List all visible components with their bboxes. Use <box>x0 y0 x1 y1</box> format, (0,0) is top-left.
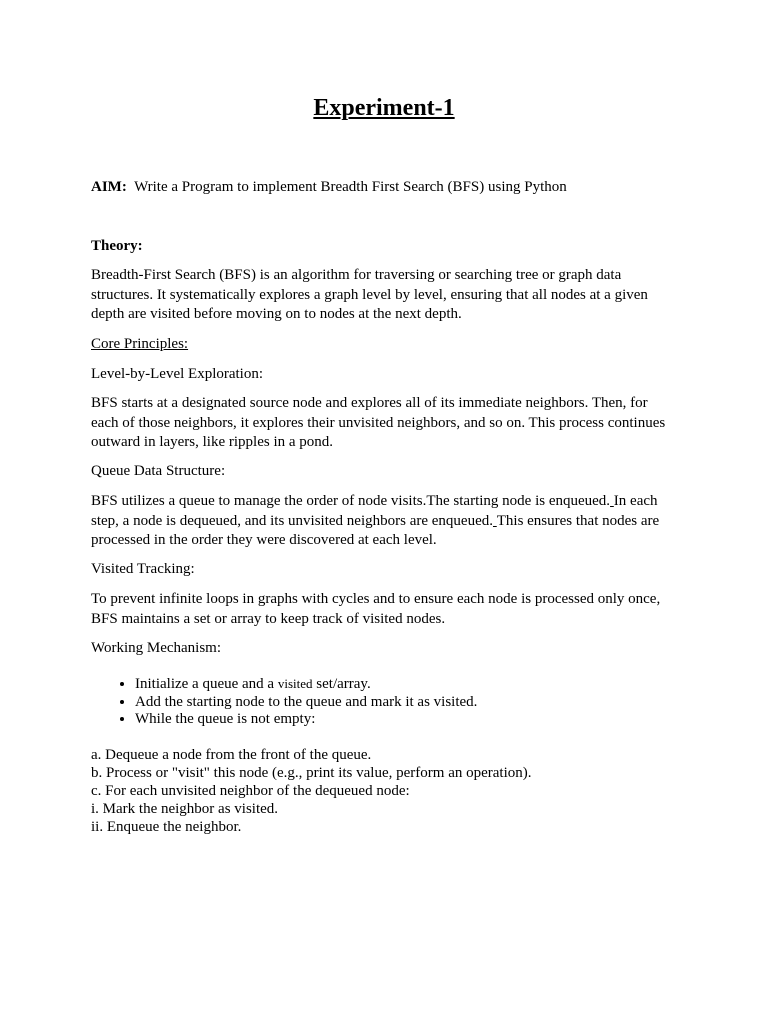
aim-line <box>91 178 567 197</box>
step-line: ii. Enqueue the neighbor. <box>91 819 242 835</box>
page-title: Experiment-1 <box>313 95 455 121</box>
queue-sentence-3: This ensures that nodes are processed in the order they were discovered at each level. <box>91 512 660 548</box>
queue-sentence-2: In each step, a node is dequeued, and its unvisited neighbors are enqueued. <box>91 493 658 529</box>
level-heading: Level-by-Level Exploration: <box>91 366 264 382</box>
core-principles-heading: Core Principles: <box>91 336 189 352</box>
level-paragraph: BFS starts at a designated source node and explores all of its immediate neighbors. Then, for each of those neighbors, it explores their unvisited neighbors, and so on. This process continues outward in layers, like ripples in a pond. <box>91 395 666 450</box>
working-heading: Working Mechanism: <box>91 640 222 656</box>
working-bullet-list <box>91 675 695 729</box>
list-item: • While the queue is not empty: <box>135 711 695 729</box>
list-item <box>135 675 695 694</box>
bullet-1-text: Initialize a queue and a <box>135 676 275 692</box>
visited-paragraph: To prevent infinite loops in graphs with cycles and to ensure each node is processed only once, BFS maintains a set or array to keep track of visited nodes. <box>91 591 661 627</box>
queue-sentence-1: BFS utilizes a queue to manage the order of node visits.The starting node is enqueued. <box>91 493 611 509</box>
visited-heading: Visited Tracking: <box>91 561 195 577</box>
queue-heading: Queue Data Structure: <box>91 463 226 479</box>
step-line: b. Process or "visit" this node (e.g., print its value, perform an operation). <box>91 765 532 781</box>
step-line: i. Mark the neighbor as visited. <box>91 801 279 817</box>
bullet-1-text-end: set/array. <box>316 676 371 692</box>
step-line: c. For each unvisited neighbor of the dequeued node: <box>91 783 410 799</box>
aim-text: Write a Program to implement Breadth First Search (BFS) using Python <box>134 179 567 195</box>
list-item: • Add the starting node to the queue and mark it as visited. <box>135 694 695 712</box>
theory-heading: Theory: <box>91 238 143 254</box>
step-line: a. Dequeue a node from the front of the queue. <box>91 747 372 763</box>
bullet-1-code: visited <box>277 676 313 691</box>
aim-label: AIM: <box>91 179 127 195</box>
queue-paragraph <box>91 492 676 551</box>
steps-block <box>91 746 676 836</box>
intro-paragraph: Breadth-First Search (BFS) is an algorithm for traversing or searching tree or graph data structures. It systematically explores a graph level by level, ensuring that all nodes at a given depth are visited before moving on to nodes at the next depth. <box>91 267 648 322</box>
